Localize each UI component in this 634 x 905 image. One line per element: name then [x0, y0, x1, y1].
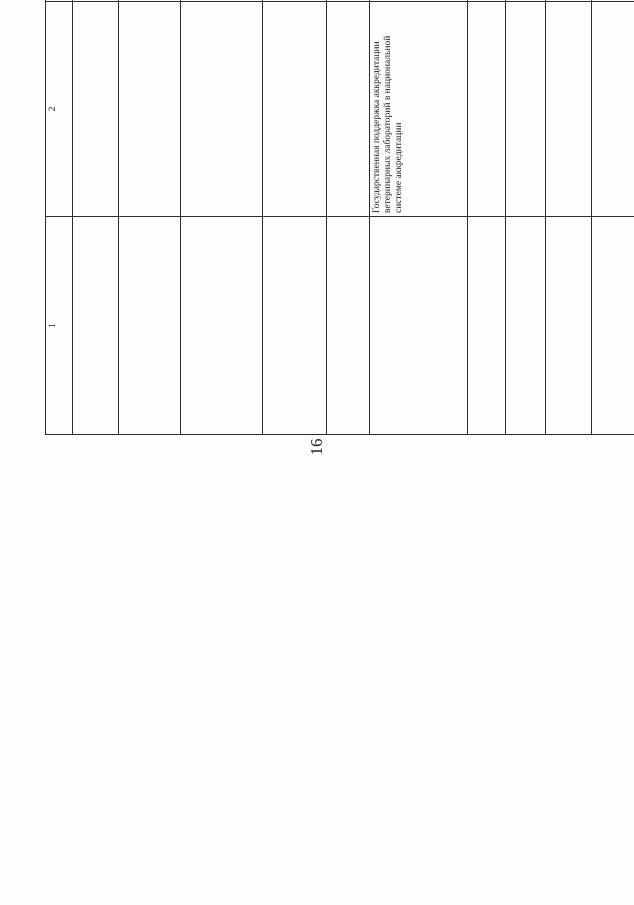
row-number-cell: [468, 217, 506, 435]
row-number-cell: [506, 217, 546, 435]
measure-name-cell: [73, 2, 119, 217]
row-number-cell: [327, 217, 370, 435]
budget-table-rotated: [45, 0, 580, 435]
funding-source-cell: [327, 0, 370, 2]
funding-source-cell: [546, 0, 592, 2]
table-row: [592, 0, 634, 435]
funding-source-cell: [119, 0, 181, 2]
table-row: [181, 0, 263, 435]
column-number: 2: [46, 2, 73, 217]
row-number-cell: [119, 217, 181, 435]
measure-name-cell: [263, 2, 327, 217]
row-number-cell: [592, 217, 634, 435]
row-number-cell: [181, 217, 263, 435]
table-row: [468, 0, 506, 435]
table-body: [46, 0, 634, 435]
measure-name-cell: [327, 2, 370, 217]
table-row: [370, 0, 468, 435]
row-number-cell: [546, 217, 592, 435]
measure-name-cell: [468, 2, 506, 217]
measure-name-cell: [181, 2, 263, 217]
funding-source-cell: [73, 0, 119, 2]
column-number: 1: [46, 217, 73, 435]
row-number-cell: [263, 217, 327, 435]
table-row: [327, 0, 370, 435]
measure-name-cell: [506, 2, 546, 217]
table-row: [506, 0, 546, 435]
row-number-cell: [370, 217, 468, 435]
row-number-cell: [73, 217, 119, 435]
table-row: [546, 0, 592, 435]
table-row: [119, 0, 181, 435]
funding-source-cell: [506, 0, 546, 2]
page-number: 16: [307, 438, 326, 456]
measure-name-cell: [119, 2, 181, 217]
measure-name-cell: Государственная поддержка аккредитации ветеринарных лабораторий в национальной системе аккредитации: [370, 2, 468, 217]
column-number: [46, 0, 73, 2]
budget-table: [45, 0, 634, 435]
funding-source-cell: [263, 0, 327, 2]
measure-name-cell: [592, 2, 634, 217]
column-number-row: [46, 0, 73, 435]
funding-source-cell: [370, 0, 468, 2]
funding-source-cell: [468, 0, 506, 2]
table-row: [263, 0, 327, 435]
table-row: [73, 0, 119, 435]
funding-source-cell: [181, 0, 263, 2]
funding-source-cell: [592, 0, 634, 2]
measure-name-cell: [546, 2, 592, 217]
